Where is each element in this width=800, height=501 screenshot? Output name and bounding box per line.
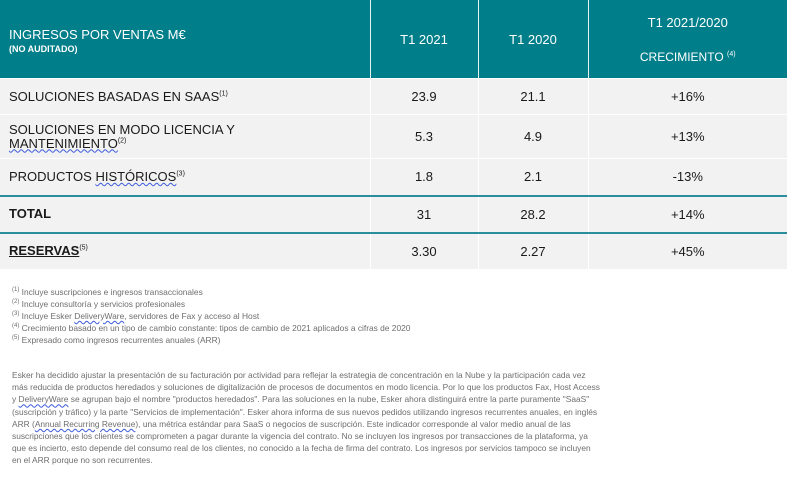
- row-value-2021: 1.8: [370, 159, 478, 196]
- explanatory-paragraph: [12, 369, 782, 467]
- footnote-number: (5): [12, 335, 20, 342]
- footnote-text: Expresado como ingresos recurrentes anuales (ARR): [21, 335, 221, 345]
- row-value-2021: 23.9: [370, 79, 478, 115]
- row-label-prefix: PRODUCTOS: [9, 168, 96, 184]
- paragraph-wavy-text: Annual Recurring Revenue: [34, 418, 136, 429]
- paragraph-line: Esker ha decidido ajustar la presentación de su facturación por actividad para reflejar la estrategia de concentración en la Nube y la participación cada vez: [12, 370, 586, 380]
- paragraph-text: y: [12, 394, 19, 405]
- total-growth: +14%: [588, 196, 787, 233]
- footnote: [12, 322, 787, 334]
- reservas-row: [0, 233, 787, 269]
- header-growth-label: [589, 50, 788, 64]
- header-t1-2021: T1 2021: [370, 0, 478, 79]
- total-label: TOTAL: [0, 196, 370, 233]
- table-subtitle: (NO AUDITADO): [9, 43, 78, 54]
- reservas-label: RESERVAS: [9, 243, 80, 258]
- footnotes: [12, 286, 787, 346]
- total-value-2021: 31: [370, 196, 478, 233]
- table-title: INGRESOS POR VENTAS M€: [9, 26, 186, 42]
- header-t1-2020: T1 2020: [478, 0, 588, 79]
- row-label-historicos: [0, 159, 370, 196]
- paragraph-text: ), una métrica estándar para SaaS o negocios de suscripción. Este indicador corresponde al valor medio anual de las: [135, 418, 571, 429]
- header-growth: [588, 0, 787, 79]
- row-value-2020: 21.1: [478, 79, 588, 115]
- table-row: [0, 115, 787, 159]
- footnote: [12, 286, 787, 298]
- row-growth: +16%: [588, 79, 787, 115]
- paragraph-line: [12, 418, 782, 430]
- reservas-value-2021: 3.30: [370, 233, 478, 269]
- footnote-number: (4): [12, 323, 20, 330]
- total-value-2020: 28.2: [478, 196, 588, 233]
- row-value-2020: 4.9: [478, 115, 588, 159]
- footnote-text: Incluye Esker: [21, 311, 75, 321]
- row-label-text: SOLUCIONES BASADAS EN SAAS: [9, 88, 220, 104]
- paragraph-line: (suscripción y tráfico) y la parte "Servicios de implementación". Esker ahora informa de sus nuevos pedidos utilizando ingresos recurrentes anuales, en inglés: [12, 406, 598, 417]
- paragraph-line: que es incierto, esto depende del consumo real de los clientes, no conocido a la fecha de firma del contrato. Los ingresos por servicios tampoco se incluyen: [12, 443, 591, 454]
- footnote: [12, 334, 787, 346]
- row-label-licencia: [0, 115, 370, 159]
- table-row: [0, 79, 787, 115]
- footnote: [12, 298, 787, 310]
- footnote-text: , servidores de Fax y acceso al Host: [124, 311, 260, 321]
- paragraph-wavy-text: DeliveryWare: [18, 394, 69, 405]
- row-label-line1: SOLUCIONES EN MODO LICENCIA Y: [9, 121, 235, 137]
- footnote-text: Crecimiento basado en un tipo de cambio constante: tipos de cambio de 2021 aplicados a cifras de 2020: [21, 323, 411, 333]
- footnote-ref: (3): [176, 170, 185, 178]
- row-value-2021: 5.3: [370, 115, 478, 159]
- row-label-line2: MANTENIMIENTO: [9, 135, 118, 151]
- growth-label-text: CRECIMIENTO: [639, 49, 724, 64]
- paragraph-line: más reducida de productos heredados y soluciones de digitalización de procesos de documentos en modo licencia. Por lo que los productos Fax, Host Access: [12, 382, 600, 393]
- paragraph-text: ARR (: [12, 418, 35, 429]
- paragraph-line: [12, 393, 782, 405]
- reservas-label-cell: [0, 233, 370, 269]
- header-title-cell: [0, 0, 370, 79]
- row-growth: +13%: [588, 115, 787, 159]
- reservas-growth: +45%: [588, 233, 787, 269]
- footnote-number: (3): [12, 311, 20, 318]
- paragraph-text: se agrupan bajo el nombre "productos heredados". Para las soluciones en la nube, Esker ahora distinguirá entre la parte puramente "SaaS": [68, 394, 590, 405]
- row-value-2020: 2.1: [478, 159, 588, 196]
- footnote: [12, 310, 787, 322]
- footnote-number: (2): [12, 299, 20, 306]
- row-label-saas: [0, 79, 370, 115]
- footnote-text: Incluye consultoría y servicios profesionales: [21, 299, 186, 309]
- paragraph-line: suscripciones que los clientes se comprometen a pagar durante la vigencia del contrato. No se incluyen los ingresos por transacciones de la plataforma, ya: [12, 431, 588, 442]
- footnote-text: Incluye suscripciones e ingresos transaccionales: [21, 287, 203, 297]
- footnote-wavy-text: DeliveryWare: [74, 311, 125, 321]
- footnote-ref: (1): [219, 90, 228, 98]
- row-label-wavy: HISTÓRICOS: [95, 168, 177, 184]
- footnote-number: (1): [12, 287, 20, 294]
- header-growth-period: T1 2021/2020: [647, 14, 728, 30]
- row-growth: -13%: [588, 159, 787, 196]
- growth-footnote-ref: (4): [727, 50, 736, 58]
- table-header-row: [0, 0, 787, 79]
- reservas-value-2020: 2.27: [478, 233, 588, 269]
- footnote-ref: (5): [79, 244, 88, 252]
- paragraph-line: en el ARR porque no son recurrentes.: [12, 455, 153, 466]
- footnote-ref: (2): [117, 137, 127, 145]
- total-row: [0, 196, 787, 233]
- table-row: [0, 159, 787, 196]
